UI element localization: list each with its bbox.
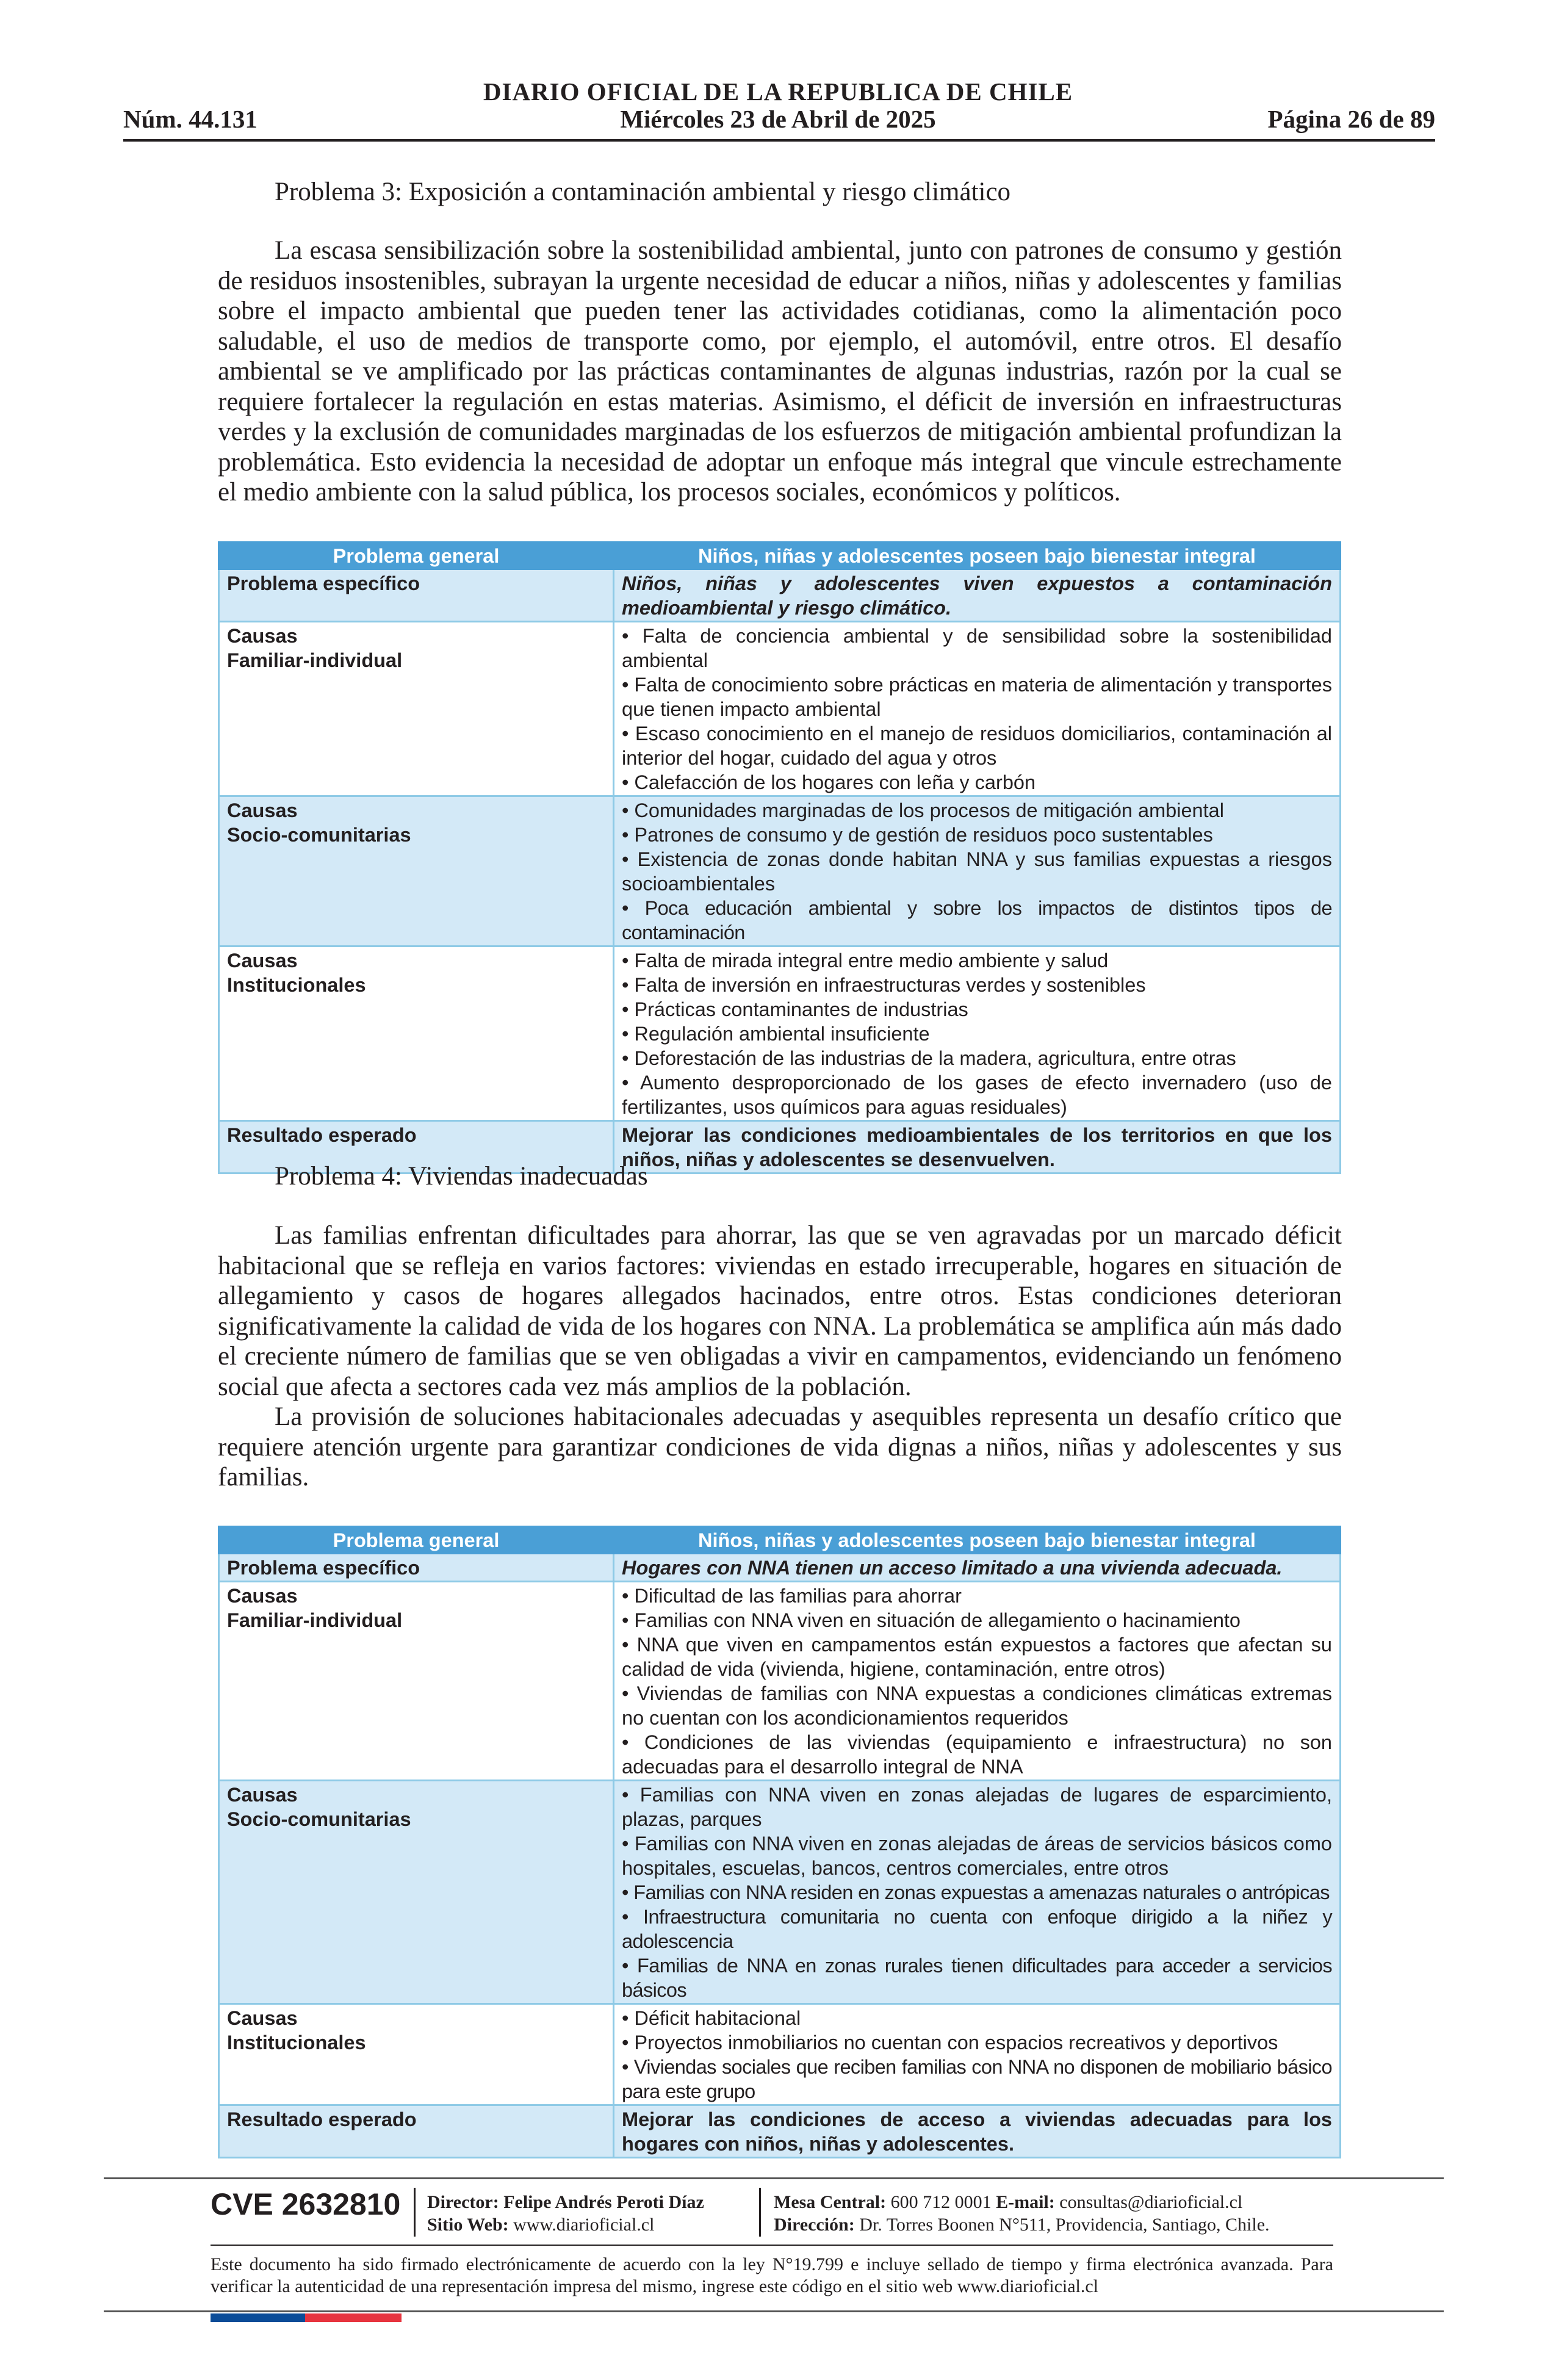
table-row-institutional bbox=[219, 2004, 1341, 2105]
list-item: • Familias con NNA viven en zonas alejadas de áreas de servicios básicos como hospitales, escuelas, bancos, centros comerciales, entre otros bbox=[622, 1833, 1332, 1879]
director-line bbox=[427, 2191, 704, 2213]
row-value bbox=[614, 1582, 1341, 1781]
list-item: • Familias de NNA en zonas rurales tienen dificultades para acceder a servicios básicos bbox=[622, 1955, 1332, 2001]
list-item: • Calefacción de los hogares con leña y carbón bbox=[622, 771, 1036, 793]
email-link[interactable]: consultas@diarioficial.cl bbox=[1059, 2192, 1243, 2212]
list-item: • Familias con NNA viven en zonas alejadas de lugares de esparcimiento, plazas, parques bbox=[622, 1784, 1332, 1830]
footer-contact-block bbox=[774, 2191, 1270, 2236]
row-label-line: Institucionales bbox=[227, 2032, 366, 2054]
list-item: • Viviendas sociales que reciben familias con NNA no disponen de mobiliario básico para este grupo bbox=[622, 2056, 1332, 2102]
page-number: Página 26 de 89 bbox=[1267, 105, 1435, 133]
list-item: • Existencia de zonas donde habitan NNA y sus familias expuestas a riesgos socioambientales bbox=[622, 848, 1332, 895]
section-4-paragraph-2: La provisión de soluciones habitacionales adecuadas y asequibles representa un desafío crítico que requiere atención urgente para garantizar condiciones de vida dignas a niños, niñas y adolescentes y sus familias. bbox=[218, 1402, 1342, 1491]
row-label: Problema específico bbox=[219, 569, 614, 622]
problem-3-table bbox=[218, 541, 1341, 1174]
list-item: • Aumento desproporcionado de los gases de efecto invernadero (uso de fertilizantes, usos químicos para aguas residuales) bbox=[622, 1072, 1332, 1118]
list-item: • Falta de inversión en infraestructuras verdes y sostenibles bbox=[622, 974, 1146, 996]
list-item: • NNA que viven en campamentos están expuestos a factores que afectan su calidad de vida (vivienda, higiene, contaminación, entre otros) bbox=[622, 1634, 1332, 1680]
list-item: • Falta de conciencia ambiental y de sensibilidad sobre la sostenibilidad ambiental bbox=[622, 625, 1332, 671]
flag-bar-red bbox=[305, 2313, 402, 2322]
table-header-value: Niños, niñas y adolescentes poseen bajo bienestar integral bbox=[614, 1527, 1341, 1554]
address-line bbox=[774, 2213, 1270, 2236]
website-link[interactable]: www.diarioficial.cl bbox=[513, 2215, 655, 2235]
cve-code: CVE 2632810 bbox=[211, 2187, 401, 2221]
list-item: • Comunidades marginadas de los procesos de mitigación ambiental bbox=[622, 799, 1224, 821]
row-label-line: Causas bbox=[227, 799, 298, 821]
footer-director-block bbox=[427, 2191, 704, 2236]
row-label-line: Socio-comunitarias bbox=[227, 1808, 411, 1830]
row-label bbox=[219, 947, 614, 1121]
footer-separator bbox=[759, 2188, 761, 2237]
footer-divider-top bbox=[104, 2177, 1444, 2179]
director-label: Director: bbox=[427, 2192, 499, 2212]
row-label-line: Familiar-individual bbox=[227, 1609, 403, 1631]
section-4-paragraphs bbox=[218, 1221, 1342, 1493]
issue-number: Núm. 44.131 bbox=[123, 105, 258, 133]
legal-notice: Este documento ha sido firmado electrónicamente de acuerdo con la ley N°19.799 e incluye sellado de tiempo y firma electrónica avanzada. Para verificar la autenticidad de una representación impresa del mismo, ingrese este código en el sitio web www.diarioficial.cl bbox=[211, 2254, 1333, 2296]
list-item: • Patrones de consumo y de gestión de residuos poco sustentables bbox=[622, 824, 1213, 846]
row-label-line: Socio-comunitarias bbox=[227, 824, 411, 846]
row-value bbox=[614, 1781, 1341, 2004]
row-value bbox=[614, 947, 1341, 1121]
section-3-paragraph bbox=[218, 236, 1342, 508]
footer-separator bbox=[414, 2188, 416, 2237]
list-item: • Infraestructura comunitaria no cuenta con enfoque dirigido a la niñez y adolescencia bbox=[622, 1906, 1332, 1952]
footer-divider-bottom bbox=[104, 2310, 1444, 2312]
section-3-heading: Problema 3: Exposición a contaminación ambiental y riesgo climático bbox=[275, 178, 1011, 206]
phone-label: Mesa Central: bbox=[774, 2192, 887, 2212]
newspaper-title: DIARIO OFICIAL DE LA REPUBLICA DE CHILE bbox=[483, 78, 1073, 106]
row-label: Resultado esperado bbox=[219, 2105, 614, 2158]
table-header-general: Problema general bbox=[219, 1527, 614, 1554]
row-value: Mejorar las condiciones de acceso a viviendas adecuadas para los hogares con niños, niñas y adolescentes. bbox=[614, 2105, 1341, 2158]
row-label bbox=[219, 1582, 614, 1781]
row-label-line: Institucionales bbox=[227, 974, 366, 996]
row-label bbox=[219, 622, 614, 796]
section-3-paragraph-text: La escasa sensibilización sobre la sostenibilidad ambiental, junto con patrones de consumo y gestión de residuos insostenibles, subrayan la urgente necesidad de educar a niños, niñas y adolescentes y familias sobre el impacto ambiental que pueden tener las actividades cotidianas, como la alimentación poco saludable, el uso de medios de transporte como, por ejemplo, el automóvil, entre otros. El desafío ambiental se ve amplificado por las prácticas contaminantes de algunas industrias, razón por la cual se requiere fortalecer la regulación en estas materias. Asimismo, el déficit de inversión en infraestructuras verdes y la exclusión de comunidades marginadas de los esfuerzos de mitigación ambiental profundizan la problemática. Esto evidencia la necesidad de adoptar un enfoque más integral que vincule estrechamente el medio ambiente con la salud pública, los procesos sociales, económicos y políticos. bbox=[218, 236, 1342, 507]
list-item: • Falta de mirada integral entre medio ambiente y salud bbox=[622, 950, 1109, 972]
row-label-line: Causas bbox=[227, 950, 298, 972]
table-row-specific bbox=[219, 569, 1341, 622]
row-value bbox=[614, 2004, 1341, 2105]
row-label-line: Causas bbox=[227, 1585, 298, 1607]
row-value: Mejorar las condiciones medioambientales de los territorios en que los niños, niñas y adolescentes se desenvuelven. bbox=[614, 1121, 1341, 1174]
issue-date: Miércoles 23 de Abril de 2025 bbox=[620, 105, 936, 133]
phone-value: 600 712 0001 bbox=[890, 2192, 992, 2212]
flag-bar-blue bbox=[211, 2313, 305, 2322]
address-label: Dirección: bbox=[774, 2215, 855, 2235]
list-item: • Déficit habitacional bbox=[622, 2007, 801, 2029]
row-label-line: Familiar-individual bbox=[227, 649, 403, 671]
footer-divider-middle bbox=[211, 2245, 1333, 2246]
list-item: • Dificultad de las familias para ahorrar bbox=[622, 1585, 962, 1607]
list-item: • Regulación ambiental insuficiente bbox=[622, 1023, 930, 1045]
table-header-value: Niños, niñas y adolescentes poseen bajo bienestar integral bbox=[614, 543, 1341, 569]
website-line bbox=[427, 2213, 704, 2236]
row-label: Problema específico bbox=[219, 1554, 614, 1582]
list-item: • Falta de conocimiento sobre prácticas en materia de alimentación y transportes que tienen impacto ambiental bbox=[622, 674, 1332, 720]
list-item: • Prácticas contaminantes de industrias bbox=[622, 998, 968, 1020]
table-row-familiar bbox=[219, 622, 1341, 796]
list-item: • Familias con NNA residen en zonas expuestas a amenazas naturales o antrópicas bbox=[622, 1881, 1330, 1903]
table-row-institutional bbox=[219, 947, 1341, 1121]
table-row-specific bbox=[219, 1554, 1341, 1582]
list-item: • Viviendas de familias con NNA expuestas a condiciones climáticas extremas no cuentan con los acondicionamientos requeridos bbox=[622, 1682, 1332, 1729]
table-row-result bbox=[219, 2105, 1341, 2158]
list-item: • Familias con NNA viven en situación de allegamiento o hacinamiento bbox=[622, 1609, 1241, 1631]
row-label bbox=[219, 2004, 614, 2105]
list-item: • Proyectos inmobiliarios no cuentan con espacios recreativos y deportivos bbox=[622, 2032, 1278, 2054]
row-value: Hogares con NNA tienen un acceso limitado a una vivienda adecuada. bbox=[614, 1554, 1341, 1582]
row-label-line: Causas bbox=[227, 1784, 298, 1806]
table-header-general: Problema general bbox=[219, 543, 614, 569]
section-4-heading: Problema 4: Viviendas inadecuadas bbox=[275, 1162, 648, 1191]
row-value bbox=[614, 796, 1341, 947]
list-item: • Deforestación de las industrias de la madera, agricultura, entre otras bbox=[622, 1047, 1236, 1069]
header-divider bbox=[123, 139, 1435, 142]
table-row-socio bbox=[219, 1781, 1341, 2004]
address-value: Dr. Torres Boonen N°511, Providencia, Santiago, Chile. bbox=[859, 2215, 1270, 2235]
list-item: • Condiciones de las viviendas (equipamiento e infraestructura) no son adecuadas para el desarrollo integral de NNA bbox=[622, 1731, 1332, 1778]
director-name: Felipe Andrés Peroti Díaz bbox=[503, 2192, 704, 2212]
row-label bbox=[219, 796, 614, 947]
row-label-line: Causas bbox=[227, 625, 298, 647]
row-label bbox=[219, 1781, 614, 2004]
table-row-socio bbox=[219, 796, 1341, 947]
problem-4-table bbox=[218, 1526, 1341, 2158]
email-label: E-mail: bbox=[996, 2192, 1055, 2212]
list-item: • Poca educación ambiental y sobre los impactos de distintos tipos de contaminación bbox=[622, 897, 1332, 943]
section-4-paragraph-1: Las familias enfrentan dificultades para ahorrar, las que se ven agravadas por un marcado déficit habitacional que se refleja en varios factores: viviendas en estado irrecuperable, hogares en situación de allegamiento y casos de hogares allegados hacinados, entre otros. Estas condiciones deterioran significativamente la calidad de vida de los hogares con NNA. La problemática se amplifica aún más dado el creciente número de familias que se ven obligadas a vivir en campamentos, evidenciando un fenómeno social que afecta a sectores cada vez más amplios de la población. bbox=[218, 1221, 1342, 1401]
row-value: Niños, niñas y adolescentes viven expuestos a contaminación medioambiental y riesgo climático. bbox=[614, 569, 1341, 622]
website-label: Sitio Web: bbox=[427, 2215, 509, 2235]
table-row-familiar bbox=[219, 1582, 1341, 1781]
row-label-line: Causas bbox=[227, 2007, 298, 2029]
row-label: Resultado esperado bbox=[219, 1121, 614, 1174]
list-item: • Escaso conocimiento en el manejo de residuos domiciliarios, contaminación al interior del hogar, cuidado del agua y otros bbox=[622, 723, 1332, 769]
row-value bbox=[614, 622, 1341, 796]
contact-line bbox=[774, 2191, 1270, 2213]
